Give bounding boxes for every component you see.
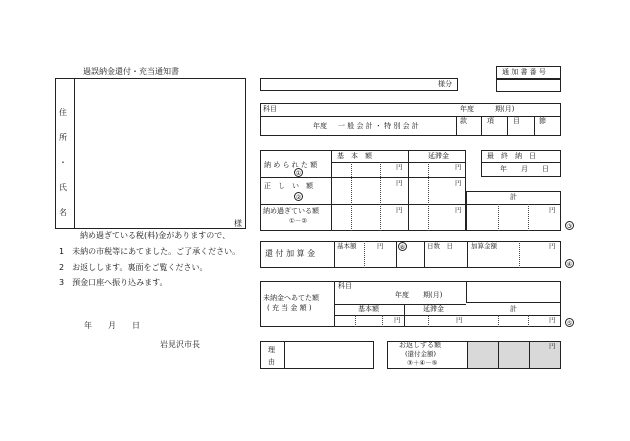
item-2: 2 お返しします。裏面をご覧ください。 [59, 263, 208, 272]
col-kihon: 基 本 額 [337, 152, 372, 160]
amount-col-mid [408, 150, 409, 231]
circle-5: ⑤ [566, 320, 573, 327]
nissu-label: 日数 日 [427, 242, 453, 250]
yen-r3-a: 円 [396, 206, 403, 214]
account-col-1 [456, 116, 457, 136]
amount-col-label [331, 150, 332, 231]
row3-sub: ①－② [289, 217, 308, 225]
refund-formula: ③＋④－⑤ [407, 359, 438, 367]
last-payment-rule [481, 162, 561, 163]
refund-yen: 円 [549, 342, 556, 350]
kansan-kihon: 基本額 [337, 242, 357, 250]
nendo-label: 年度 [313, 122, 327, 130]
refund-col-1 [467, 341, 468, 369]
total-dot-1 [498, 204, 499, 231]
kansan-col-1 [334, 241, 335, 268]
kan-label: 款 [460, 117, 467, 125]
amount-rule-2 [260, 204, 466, 205]
amount-dot-3 [428, 162, 429, 231]
yen-r2-a: 円 [396, 179, 403, 187]
notice-no-label: 通 加 書 番 号 [502, 68, 546, 76]
circle-8: ⑧ [399, 244, 406, 251]
account-col-3 [507, 116, 508, 136]
juto-yen-1: 円 [394, 316, 401, 324]
nendo-ki-label: 年度 期(月) [460, 105, 515, 113]
circle-4: ④ [566, 261, 573, 268]
address-divider [74, 78, 75, 229]
kansan-label: 還 付 加 算 金 [265, 249, 316, 258]
row1-label: 納 め ら れ た 額 [264, 161, 318, 169]
refund-col-2 [498, 341, 499, 369]
yen-total: 円 [549, 206, 556, 214]
refund-label: お返しする額 [399, 341, 441, 349]
amount-dot-1 [351, 162, 352, 231]
row3-label: 納め過ぎている額 [263, 207, 319, 215]
juto-col-right [466, 281, 467, 302]
kansan-yen: 円 [377, 242, 384, 250]
yoshibu-label: 様分 [438, 80, 452, 88]
circle-1: ① [295, 170, 302, 177]
juto-col-mid [404, 304, 405, 327]
kansan-col-2 [396, 241, 397, 268]
juto-entai: 延滞金 [423, 305, 444, 313]
juto-kei: 計 [510, 305, 517, 313]
juto-rule-1 [334, 304, 466, 305]
kansan-gaku: 加算金額 [471, 242, 497, 250]
item-1: 1 未納の市税等にあてました。ご了承ください。 [59, 247, 241, 256]
address-label: 住 所 ・ 氏 名 [59, 108, 67, 217]
yen-r3-b: 円 [455, 206, 462, 214]
kansan-col-3 [424, 241, 425, 268]
juto-yen-3: 円 [549, 316, 556, 324]
notice-no-field [496, 79, 561, 92]
last-payment-label: 最 終 納 日 [487, 152, 536, 160]
kou-label: 項 [487, 117, 494, 125]
kansan-col-4 [467, 241, 468, 268]
yen-r2-b: 円 [455, 179, 462, 187]
account-col-2 [481, 116, 482, 136]
juto-dot-2 [382, 315, 383, 327]
period-field [260, 78, 458, 91]
row2-label: 正 し い 額 [264, 182, 313, 190]
refund-sub: (還付金額) [405, 350, 437, 358]
juto-sub: ( 充 当 金 額 ) [267, 304, 312, 312]
total-rule [466, 204, 561, 205]
reason-label: 理 由 [268, 346, 275, 366]
juto-kihon: 基本額 [358, 305, 379, 313]
kansan-dot-2 [519, 241, 520, 268]
moku-label: 目 [513, 117, 520, 125]
statement-text: 納め過ぎている税(料)金がありますので、 [80, 231, 231, 240]
circle-3: ③ [566, 223, 573, 230]
setsu-label: 節 [539, 117, 546, 125]
amount-dot-2 [380, 162, 381, 231]
account-type: 一 般 会 計 ・ 特 別 会 計 [338, 122, 419, 130]
last-payment-date: 年 月 日 [500, 165, 549, 173]
issuer-name: 岩見沢市長 [160, 340, 200, 349]
juto-rule-2 [334, 315, 561, 316]
refund-col-3 [529, 341, 530, 369]
item-3: 3 預金口座へ振り込みます。 [59, 278, 168, 287]
juto-dot-1 [355, 315, 356, 327]
juto-kamoku: 科目 [338, 282, 352, 290]
kei-label: 計 [510, 193, 517, 201]
yen-r1-a: 円 [396, 163, 403, 171]
kansan-yen-2: 円 [549, 242, 556, 250]
kamoku-label: 科目 [263, 105, 277, 113]
sama-label: 様 [234, 219, 242, 228]
circle-2: ② [295, 194, 302, 201]
address-name-box [55, 78, 246, 229]
amount-rule-1 [260, 177, 466, 178]
account-col-4 [534, 116, 535, 136]
kansan-dot-1 [364, 241, 365, 268]
juto-label: 未納金へあてた額 [263, 294, 319, 302]
juto-yen-2: 円 [456, 316, 463, 324]
juto-dot-3 [428, 315, 429, 327]
yen-r1-b: 円 [455, 163, 462, 171]
reason-box [260, 341, 374, 369]
juto-dot-5 [528, 315, 529, 327]
juto-rule-top [466, 302, 561, 303]
total-dot-2 [528, 204, 529, 231]
document-title: 過誤納金還付・充当通知書 [83, 67, 179, 76]
juto-dot-4 [498, 315, 499, 327]
reason-divider [284, 341, 285, 369]
issue-date: 年 月 日 [84, 321, 140, 330]
juto-nendo: 年度 期(月) [395, 291, 443, 299]
col-entai: 延滞金 [428, 152, 449, 160]
